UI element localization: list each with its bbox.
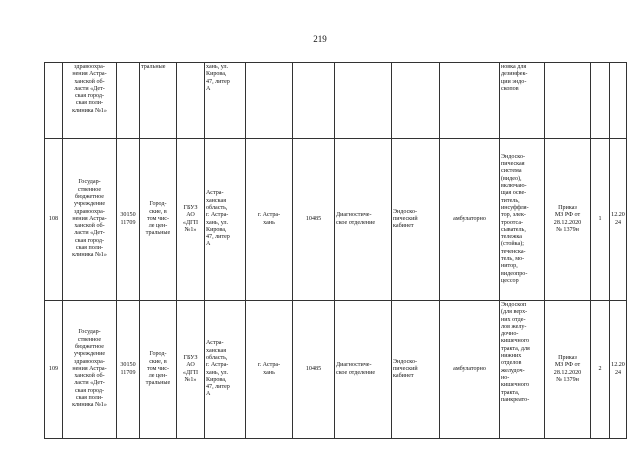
cell-year: 12.2024: [610, 301, 627, 439]
cell-department: Диагностиче- ское отделение: [335, 301, 392, 439]
cell-equipment: новка для дезинфек- ции эндо- скопов: [500, 63, 545, 139]
cell-address: Астра- ханская область, г. Астра- хань, ул. Кирова, 47, литер А: [205, 139, 246, 301]
cell-qty: 2: [591, 301, 610, 439]
cell-abbr: [177, 63, 205, 139]
cell-order: [545, 63, 591, 139]
cell-num: 109: [45, 301, 63, 439]
cell-city: [246, 63, 293, 139]
cell-address: хань, ул. Кирова, 47, литер А: [205, 63, 246, 139]
cell-mode: амбулаторно: [440, 139, 500, 301]
cell-year: 12.2024: [610, 139, 627, 301]
cell-organization: Государ- ственное бюджетное учреждение здравоохра- нения Астра- ханской об- ласти «Дет- ская город- ская поли- клиника №1»: [63, 301, 117, 439]
cell-zip: [293, 63, 335, 139]
cell-zip: 10485: [293, 301, 335, 439]
cell-num: 108: [45, 139, 63, 301]
cell-organization: здравоохра- нения Астра- ханской об- ласти «Дет- ская город- ская поли- клиника №1»: [63, 63, 117, 139]
cell-cabinet: [392, 63, 440, 139]
cell-year: [610, 63, 627, 139]
cell-cabinet: Эндоско- пический кабинет: [392, 301, 440, 439]
page-number: 219: [313, 34, 327, 44]
cell-city: г. Астра- хань: [246, 301, 293, 439]
table-row: [45, 63, 627, 139]
cell-code: 30150 11709: [117, 139, 140, 301]
cell-order: Приказ МЗ РФ от 28.12.2020 № 1379н: [545, 139, 591, 301]
cell-department: Диагностиче- ское отделение: [335, 139, 392, 301]
cell-zip: 10485: [293, 139, 335, 301]
registry-table: [44, 62, 627, 439]
cell-settlement-type: тральные: [140, 63, 177, 139]
cell-abbr: ГБУЗ АО «ДГП №1»: [177, 139, 205, 301]
cell-city: г. Астра- хань: [246, 139, 293, 301]
cell-mode: амбулаторно: [440, 301, 500, 439]
cell-qty: [591, 63, 610, 139]
cell-code: 30150 11709: [117, 301, 140, 439]
cell-abbr: ГБУЗ АО «ДГП №1»: [177, 301, 205, 439]
table-row: [45, 139, 627, 301]
cell-order: Приказ МЗ РФ от 28.12.2020 № 1379н: [545, 301, 591, 439]
cell-cabinet: Эндоско- пический кабинет: [392, 139, 440, 301]
cell-mode: [440, 63, 500, 139]
cell-equipment: Эндоско- пическая система (видео), включаю- щая осве- титель, инсуффля- тор, элек- троотса- сыватель, тележка (стойка); теченска- тель, мо- нитор, видеопро- цессор: [500, 139, 545, 301]
table-row: [45, 301, 627, 439]
cell-address: Астра- ханская область, г. Астра- хань, ул. Кирова, 47, литер А: [205, 301, 246, 439]
cell-equipment: Эндоскоп (для верх- них отде- лов желу- дочно- кишечного тракта, для нижних отделов желудоч- но- кишечного тракта, панкреато-: [500, 301, 545, 439]
cell-settlement-type: Город- ские, в том чис- ле цен- тральные: [140, 301, 177, 439]
cell-organization: Государ- ственное бюджетное учреждение здравоохра- нения Астра- ханской об- ласти «Дет- ская город- ская поли- клиника №1»: [63, 139, 117, 301]
cell-code: [117, 63, 140, 139]
cell-settlement-type: Город- ские, в том чис- ле цен- тральные: [140, 139, 177, 301]
cell-department: [335, 63, 392, 139]
cell-qty: 1: [591, 139, 610, 301]
cell-num: [45, 63, 63, 139]
